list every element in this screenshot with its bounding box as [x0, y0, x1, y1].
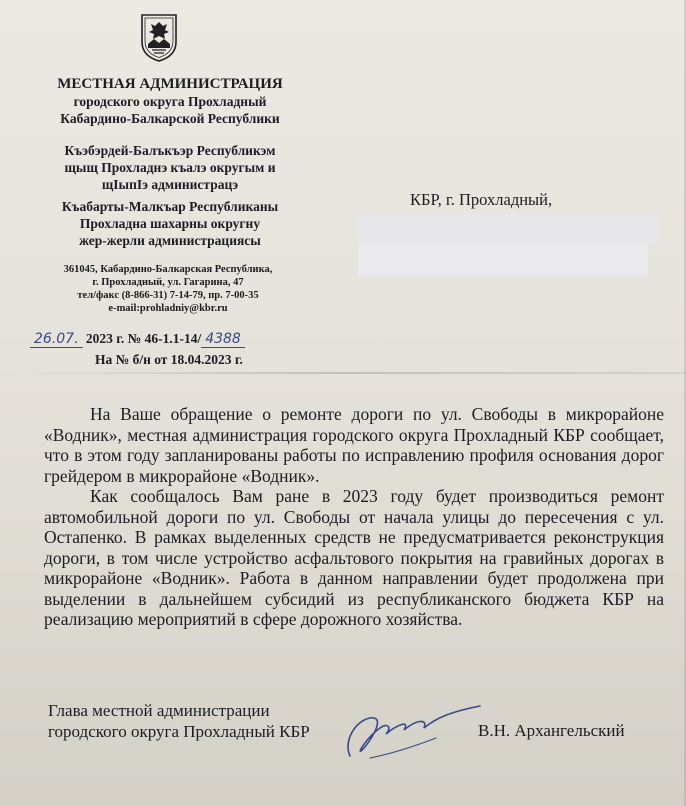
registration-suffix: 2023 г. № 46-1.1-14/: [82, 331, 202, 346]
position-line-1: Глава местной администрации: [48, 701, 270, 720]
header-balkar: Къабарты-Малкъар Республиканы Прохладна шахарны округну жер-жерли администрациясы: [61, 199, 279, 248]
registration-line: [30, 331, 245, 347]
position-line-2: городского округа Прохладный КБР: [48, 722, 310, 741]
body-paragraph-1: На Ваше обращение о ремонте дороги по ул. Свободы в микрорайоне «Водник», местная администрация городского округа Прохладный КБР сообщает, что в этом году запланированы работы по исправлению профиля основания дорог грейдером в микрорайоне «Водник».: [44, 404, 664, 486]
header-kabardian: Къэбэрдей-Балъкъэр Республикэм щыщ Прохладнэ къалэ округым и щIыпIэ администрацэ: [64, 143, 276, 192]
recipient-city: КБР, г. Прохладный,: [410, 190, 553, 209]
address-line-1: 361045, Кабардино-Балкарская Республика,: [63, 264, 273, 275]
header-title: МЕСТНАЯ АДМИНИСТРАЦИЯ: [57, 76, 283, 92]
handwritten-signature: [340, 698, 490, 764]
signatory-position: [48, 700, 310, 742]
redacted-recipient-line-2: [358, 244, 648, 276]
body-paragraph-2: Как сообщалось Вам ране в 2023 году будет производиться ремонт автомобильной дороги по ул. Свободы от начала улицы до пересечения с ул. Остапенко. В рамках выделенных средств не предусматривается реконструкция дороги, в том числе устройство асфальтового покрытия на гравийных дорогах в микрорайоне «Водник». Работа в данном направлении будет продолжена при выделении в дальнейшем субсидий из республиканского бюджета КБР на реализацию мероприятий в сфере дорожного хозяйства.: [44, 486, 664, 629]
signatory-name: В.Н. Архангельский: [478, 721, 625, 740]
redacted-recipient-line-1: [358, 214, 658, 244]
address-email: e-mail:prohladniy@kbr.ru: [108, 303, 228, 314]
registration-date-handwritten: 26.07.: [30, 331, 83, 348]
coat-of-arms-emblem: [140, 12, 178, 62]
header-subtitle: городского округа Прохладный Кабардино-Балкарской Республики: [60, 94, 280, 126]
address-line-2: г. Прохладный, ул. Гагарина, 47: [92, 277, 244, 288]
sender-address: [40, 263, 296, 315]
address-line-3: тел/факс (8-866-31) 7-14-79, пр. 7-00-35: [77, 290, 259, 301]
paper-fold: [0, 372, 686, 374]
reply-reference: На № б/н от 18.04.2023 г.: [95, 352, 243, 367]
registration-number-handwritten: 4388: [201, 331, 245, 348]
letter-body: [44, 404, 664, 630]
